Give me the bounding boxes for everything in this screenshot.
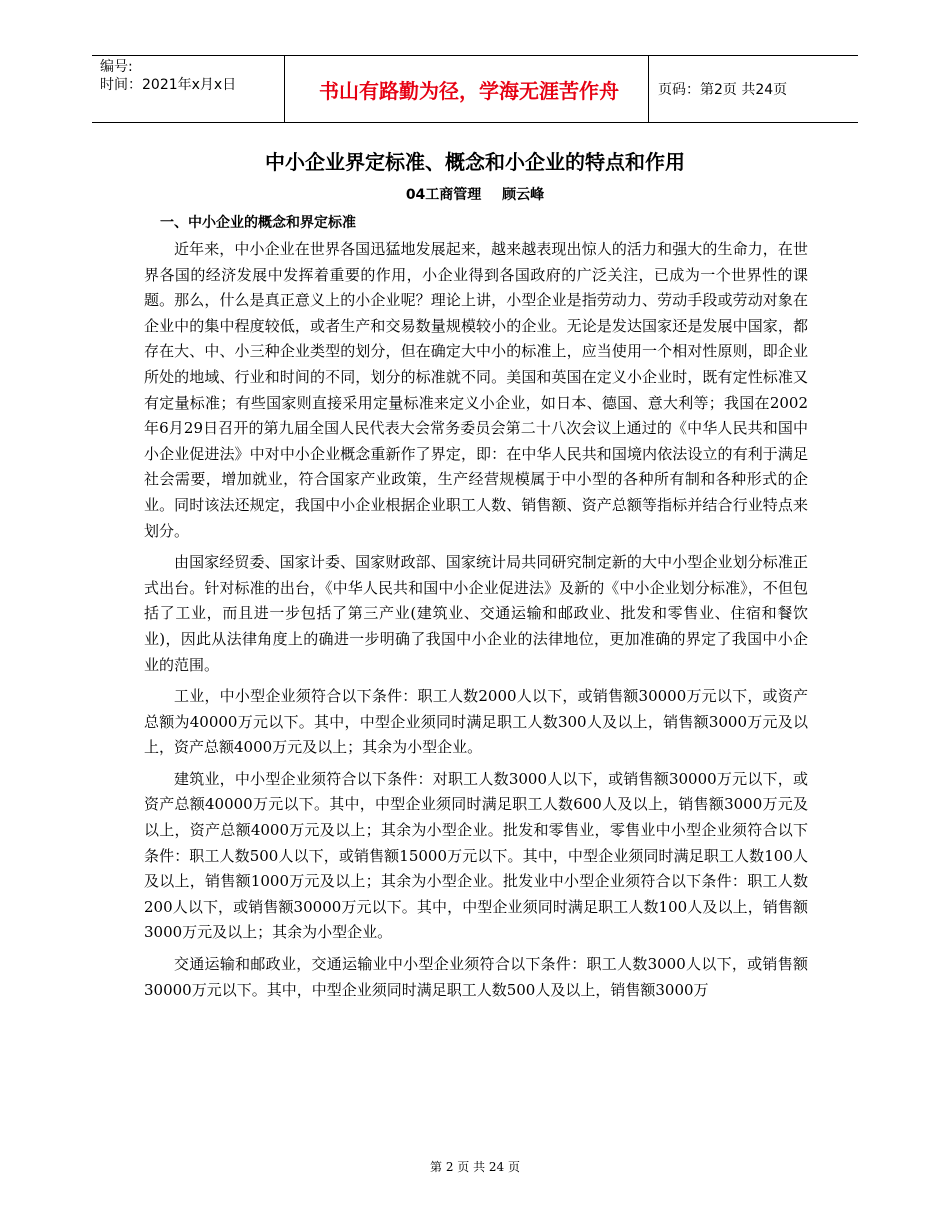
- header-page-info: 页码：第2页 共24页: [658, 82, 788, 98]
- paragraph: 建筑业，中小型企业须符合以下条件：对职工人数3000人以下，或销售额30000万元以下，或资产总额40000万元以下。其中，中型企业须同时满足职工人数600人及以上，销售额3000万元及以上，资产总额4000万元及以上；其余为小型企业。批发和零售业，零售业中小型企业须符合以下条件：职工人数500人以下，或销售额15000万元以下。其中，中型企业须同时满足职工人数100人及以上，销售额1000万元及以上；其余为小型企业。批发业中小型企业须符合以下条件：职工人数200人以下，或销售额30000万元以下。其中，中型企业须同时满足职工人数100人及以上，销售额3000万元及以上；其余为小型企业。: [144, 769, 808, 942]
- author-line: 04工商管理 顾云峰: [405, 187, 545, 203]
- header-divider: [284, 56, 285, 122]
- page-header: [92, 55, 858, 123]
- paragraph: 由国家经贸委、国家计委、国家财政部、国家统计局共同研究制定新的大中小型企业划分标准正式出台。针对标准的出台，《中华人民共和国中小企业促进法》及新的《中小企业划分标准》，不但包括了工业，而且进一步包括了第三产业(建筑业、交通运输和邮政业、批发和零售业、住宿和餐饮业)，因此从法律角度上的确进一步明确了我国中小企业的法律地位，更加准确的界定了我国中小企业的范围。: [144, 553, 808, 674]
- time-label: 时间：2021年x月x日: [100, 77, 237, 93]
- header-meta: [100, 58, 284, 94]
- doc-number-label: 编号:: [100, 59, 133, 75]
- paragraph: 交通运输和邮政业，交通运输业中小型企业须符合以下条件：职工人数3000人以下，或销售额30000万元以下。其中，中型企业须同时满足职工人数500人及以上，销售额3000万: [144, 955, 808, 999]
- page-footer: 第 2 页 共 24 页: [430, 1160, 520, 1174]
- document-title: 中小企业界定标准、概念和小企业的特点和作用: [265, 150, 685, 174]
- section-heading: 一、中小企业的概念和界定标准: [160, 215, 356, 231]
- body-text: [144, 237, 808, 1009]
- paragraph: 工业，中小型企业须符合以下条件：职工人数2000人以下，或销售额30000万元以下，或资产总额为40000万元以下。其中，中型企业须同时满足职工人数300人及以上，销售额3000万元及以上，资产总额4000万元及以上；其余为小型企业。: [144, 687, 808, 757]
- header-motto: 书山有路勤为径，学海无涯苦作舟: [319, 78, 619, 103]
- paragraph: 近年来，中小企业在世界各国迅猛地发展起来，越来越表现出惊人的活力和强大的生命力，在世界各国的经济发展中发挥着重要的作用，小企业得到各国政府的广泛关注，已成为一个世界性的课题。那么，什么是真正意义上的小企业呢？理论上讲，小型企业是指劳动力、劳动手段或劳动对象在企业中的集中程度较低，或者生产和交易数量规模较小的企业。无论是发达国家还是发展中国家，都存在大、中、小三种企业类型的划分，但在确定大中小的标准上，应当使用一个相对性原则，即企业所处的地域、行业和时间的不同，划分的标准就不同。美国和英国在定义小企业时，既有定性标准又有定量标准；有些国家则直接采用定量标准来定义小企业，如日本、德国、意大利等；我国在2002年6月29日召开的第九届全国人民代表大会常务委员会第二十八次会议上通过的《中华人民共和国中小企业促进法》中对中小企业概念重新作了界定，即：在中华人民共和国境内依法设立的有利于满足社会需要，增加就业，符合国家产业政策，生产经营规模属于中小型的各种所有制和各种形式的企业。同时该法还规定，我国中小企业根据企业职工人数、销售额、资产总额等指标并结合行业特点来划分。: [144, 240, 808, 540]
- header-divider: [648, 56, 649, 122]
